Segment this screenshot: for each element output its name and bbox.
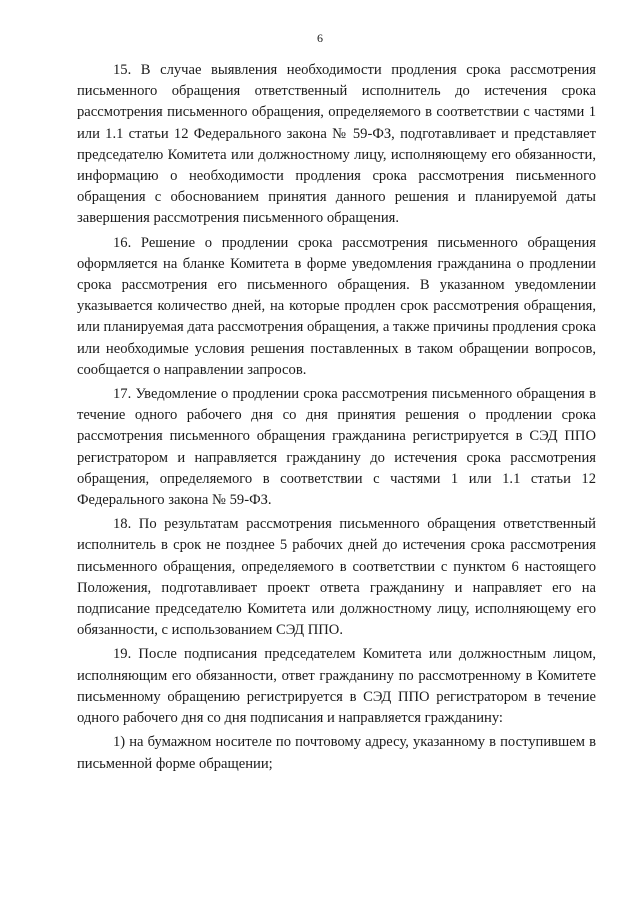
paragraph-15: 15. В случае выявления необходимости продления срока рассмотрения письменного обращения ответственный исполнитель до истечения срока рассмотрения письменного обращения, определяемого в соответствии с частями 1 или 1.1 статьи 12 Федерального закона № 59-ФЗ, подготавливает и представляет председателю Комитета или должностному лицу, исполняющему его обязанности, информацию о необходимости продления срока рассмотрения письменного обращения с обоснованием принятия данного решения и планируемой даты завершения рассмотрения письменного обращения. bbox=[77, 62, 596, 227]
paragraph-17: 17. Уведомление о продлении срока рассмотрения письменного обращения в течение одного рабочего дня со дня принятия решения о продлении срока рассмотрения письменного обращения гражданина регистрируется в СЭД ППО регистратором и направляется гражданину до истечения срока рассмотрения обращения, определяемого в соответствии с частями 1 или 1.1 статьи 12 Федерального закона № 59-ФЗ. bbox=[77, 386, 596, 509]
page-number: 6 bbox=[317, 31, 323, 45]
paragraph-16: 16. Решение о продлении срока рассмотрения письменного обращения оформляется на бланке Комитета в форме уведомления гражданина о продлении срока рассмотрения его письменного обращения. В указанном уведомлении указывается количество дней, на которые продлен срок рассмотрения обращения, или планируемая дата рассмотрения обращения, а также причины продления срока или необходимые условия решения поставленных в таком обращении вопросов, сообщается о направлении запросов. bbox=[77, 234, 596, 378]
paragraph-19: 19. После подписания председателем Комитета или должностным лицом, исполняющим его обязанности, ответ гражданину по рассмотренному в Комитете письменному обращению регистрируется в СЭД ППО регистратором в течение одного рабочего дня со дня подписания и направляется гражданину: bbox=[77, 646, 596, 727]
paragraph-19-item-1: 1) на бумажном носителе по почтовому адресу, указанному в поступившем в письменной форме обращении; bbox=[77, 734, 596, 772]
document-body bbox=[77, 60, 596, 775]
paragraph-18: 18. По результатам рассмотрения письменного обращения ответственный исполнитель в срок не позднее 5 рабочих дней до истечения срока рассмотрения письменного обращения, определяемого в соответствии с пунктом 6 настоящего Положения, подготавливает проект ответа гражданину и направляет его на подписание председателю Комитета или должностному лицу, исполняющему его обязанности, с использованием СЭД ППО. bbox=[77, 516, 596, 639]
